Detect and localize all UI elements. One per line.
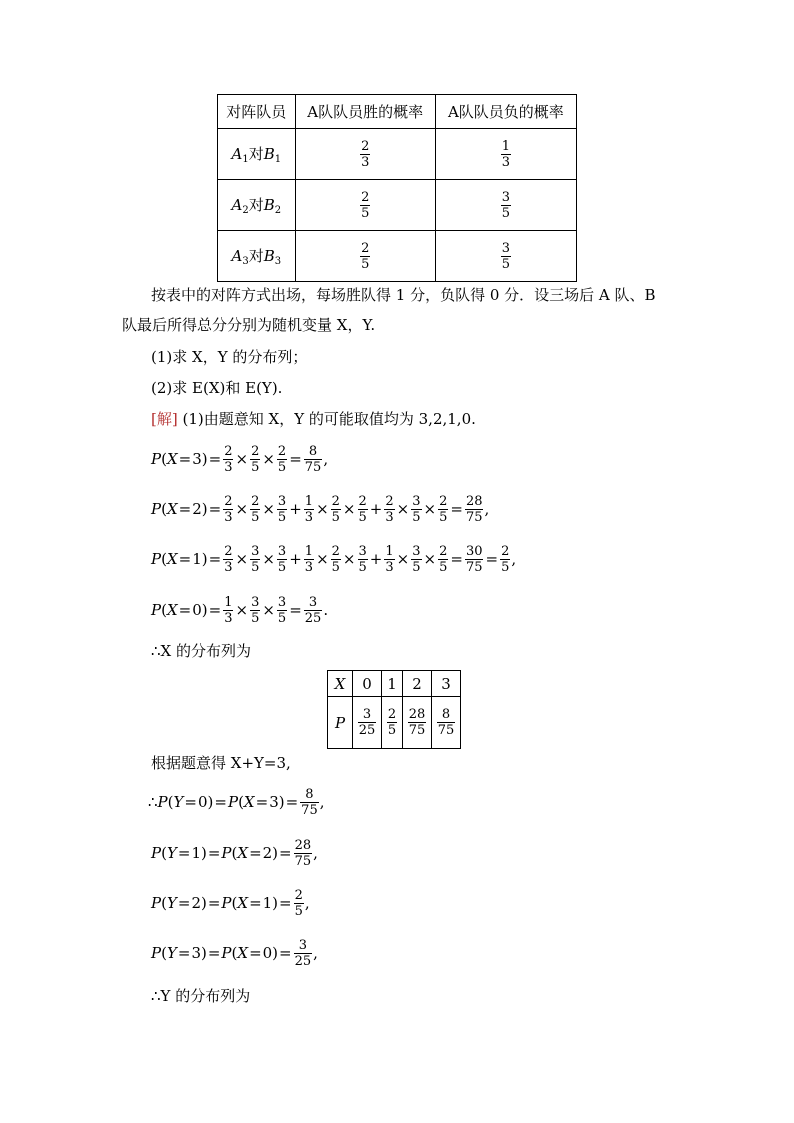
fraction: $\frac{2}{5}$ bbox=[251, 493, 260, 525]
fraction: $\frac{2}{3}$ bbox=[224, 493, 233, 525]
problem-line-1: 按表中的对阵方式出场，每场胜队得 1 分，负队得 0 分．设三场后 A 队、B bbox=[151, 286, 656, 304]
fraction: $\frac{3}{5}$ bbox=[277, 594, 287, 626]
fraction: $\frac{8}{75}$ bbox=[437, 707, 455, 738]
fraction: $\frac{3}{5}$ bbox=[277, 543, 287, 575]
fraction: $\frac{2}{3}$ bbox=[224, 543, 233, 575]
win-cell bbox=[295, 180, 435, 231]
prob-y3: P ( Y = 3) = P ( X = 0) = $\frac{3}{25}$ , bbox=[151, 937, 318, 969]
table-row bbox=[218, 180, 577, 231]
fraction: $\frac{3}{25}$ bbox=[304, 594, 322, 626]
fraction: $\frac{28}{75}$ bbox=[408, 707, 426, 738]
x-table-prob-label: P bbox=[328, 697, 353, 749]
x-table-prob bbox=[432, 697, 461, 749]
fraction: $\frac{3}{5}$ bbox=[251, 594, 260, 626]
fraction: $\frac{2}{5}$ bbox=[501, 543, 510, 575]
question-2: (2)求 E(X)和 E(Y). bbox=[151, 379, 283, 397]
fraction: $\frac{2}{5}$ bbox=[294, 887, 303, 919]
fraction: $\frac{1}{3}$ bbox=[304, 543, 314, 575]
x-table-value: 3 bbox=[432, 671, 461, 697]
fraction: $\frac{1}{3}$ bbox=[304, 493, 314, 525]
x-table-value: 1 bbox=[382, 671, 403, 697]
fraction: $\frac{3}{5}$ bbox=[412, 543, 421, 575]
fraction: $\frac{2}{3}$ bbox=[361, 138, 370, 170]
fraction: $\frac{3}{5}$ bbox=[501, 189, 511, 221]
fraction: $\frac{28}{75}$ bbox=[294, 837, 312, 869]
question-1: (1)求 X，Y 的分布列； bbox=[151, 348, 308, 366]
x-dist-label: ∴X 的分布列为 bbox=[151, 642, 251, 660]
y-dist-label: ∴Y 的分布列为 bbox=[151, 987, 251, 1005]
prob-x0: P ( X = 0) = $\frac{1}{3}$ × $\frac{3}{5}$ × $\frac{3}{5}$ = $\frac{3}{25}$ . bbox=[151, 594, 329, 626]
fraction: $\frac{8}{75}$ bbox=[301, 786, 318, 818]
pair-cell: $A_3$对$B_3$ bbox=[218, 231, 296, 282]
win-cell bbox=[295, 129, 435, 180]
win-cell bbox=[295, 231, 435, 282]
match-table bbox=[217, 94, 577, 282]
fraction: $\frac{2}{5}$ bbox=[251, 443, 260, 475]
fraction: $\frac{30}{75}$ bbox=[465, 543, 483, 575]
fraction: $\frac{3}{25}$ bbox=[358, 707, 376, 738]
fraction: $\frac{1}{3}$ bbox=[385, 543, 394, 575]
solution-intro bbox=[151, 408, 476, 429]
prob-x3: P ( X = 3) = $\frac{2}{3}$ × $\frac{2}{5}$ × $\frac{2}{5}$ = $\frac{8}{75}$ , bbox=[151, 443, 329, 475]
fraction: $\frac{2}{5}$ bbox=[387, 707, 397, 738]
fraction: $\frac{3}{5}$ bbox=[501, 240, 511, 272]
lose-cell bbox=[435, 180, 576, 231]
x-table-prob bbox=[403, 697, 432, 749]
header-lose: A队队员负的概率 bbox=[435, 95, 576, 129]
fraction: $\frac{3}{5}$ bbox=[358, 543, 367, 575]
x-table-prob bbox=[382, 697, 403, 749]
x-table-value: 2 bbox=[403, 671, 432, 697]
fraction: $\frac{2}{5}$ bbox=[361, 240, 370, 272]
table-row bbox=[218, 129, 577, 180]
fraction: $\frac{2}{5}$ bbox=[331, 543, 340, 575]
header-pair: 对阵队员 bbox=[218, 95, 296, 129]
fraction: $\frac{3}{5}$ bbox=[277, 493, 287, 525]
solution-tag: [解] bbox=[151, 410, 178, 428]
x-distribution-table bbox=[327, 670, 461, 749]
x-table-prob bbox=[353, 697, 382, 749]
pair-cell: $A_2$对$B_2$ bbox=[218, 180, 296, 231]
fraction: $\frac{3}{25}$ bbox=[294, 937, 312, 969]
x-table-var: X bbox=[328, 671, 353, 697]
prob-x2: P ( X = 2) = $\frac{2}{3}$ × $\frac{2}{5}$ × $\frac{3}{5}$ + $\frac{1}{3}$ × $\frac{2}{5}$ × $\frac{2}{5}$ + $\frac{2}{3}$ × $\frac{3}{5}$ × $\frac{2}{5}$ = $\frac{28}{75}$ , bbox=[151, 493, 490, 525]
pair-cell: $A_1$对$B_1$ bbox=[218, 129, 296, 180]
prob-y1: P ( Y = 1) = P ( X = 2) = $\frac{28}{75}$ , bbox=[151, 837, 318, 869]
lose-cell bbox=[435, 129, 576, 180]
fraction: $\frac{2}{5}$ bbox=[358, 493, 367, 525]
problem-line-2: 队最后所得总分分别为随机变量 X，Y. bbox=[122, 316, 376, 334]
fraction: $\frac{28}{75}$ bbox=[465, 493, 483, 525]
header-win: A队队员胜的概率 bbox=[295, 95, 435, 129]
fraction: $\frac{2}{3}$ bbox=[224, 443, 233, 475]
fraction: $\frac{2}{5}$ bbox=[439, 543, 448, 575]
lose-cell bbox=[435, 231, 576, 282]
fraction: $\frac{8}{75}$ bbox=[304, 443, 322, 475]
fraction: $\frac{3}{5}$ bbox=[412, 493, 421, 525]
relation-line: 根据题意得 X+Y=3, bbox=[151, 754, 291, 772]
fraction: $\frac{1}{3}$ bbox=[501, 138, 511, 170]
fraction: $\frac{2}{5}$ bbox=[277, 443, 287, 475]
fraction: $\frac{2}{5}$ bbox=[439, 493, 448, 525]
fraction: $\frac{3}{5}$ bbox=[251, 543, 260, 575]
fraction: $\frac{2}{5}$ bbox=[331, 493, 340, 525]
prob-y2: P ( Y = 2) = P ( X = 1) = $\frac{2}{5}$ , bbox=[151, 887, 310, 919]
prob-x1: P ( X = 1) = $\frac{2}{3}$ × $\frac{3}{5}$ × $\frac{3}{5}$ + $\frac{1}{3}$ × $\frac{2}{5}$ × $\frac{3}{5}$ + $\frac{1}{3}$ × $\frac{3}{5}$ × $\frac{2}{5}$ = $\frac{30}{75}$ = $\frac{2}{5}$ , bbox=[151, 543, 517, 575]
fraction: $\frac{2}{3}$ bbox=[385, 493, 394, 525]
prob-y0: ∴ P ( Y = 0) = P ( X = 3) = $\frac{8}{75}$ , bbox=[148, 786, 325, 818]
solution-intro-text: (1)由题意知 X，Y 的可能取值均为 3,2,1,0. bbox=[182, 410, 476, 428]
x-table-value: 0 bbox=[353, 671, 382, 697]
fraction: $\frac{2}{5}$ bbox=[361, 189, 370, 221]
fraction: $\frac{1}{3}$ bbox=[224, 594, 233, 626]
table-row bbox=[218, 231, 577, 282]
